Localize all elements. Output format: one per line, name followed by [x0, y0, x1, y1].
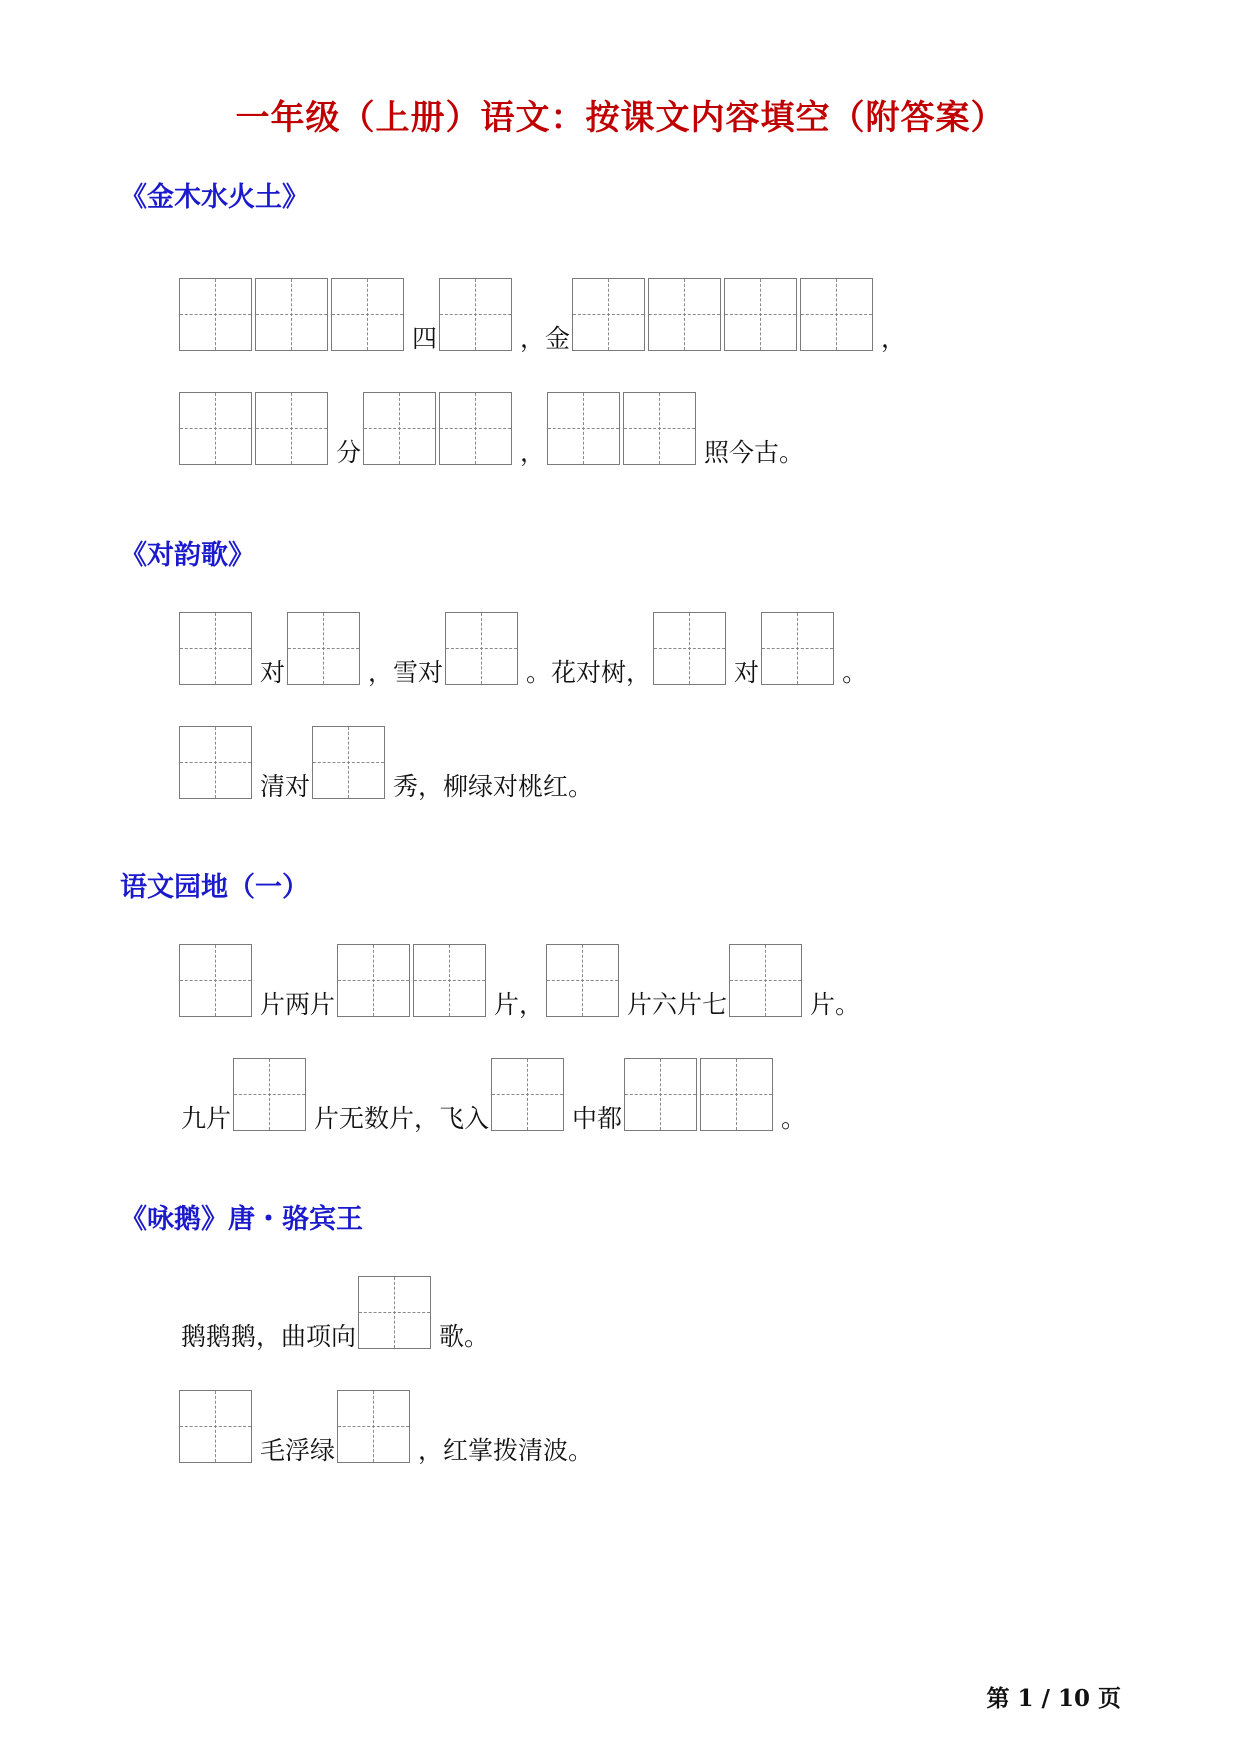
answer-box[interactable]: [255, 278, 328, 351]
line-text: 。花对树，: [526, 658, 652, 687]
fill-line: [179, 944, 862, 1017]
section-heading-yonge: 《咏鹅》唐・骆宾王: [120, 1204, 363, 1235]
page-title: 一年级（上册）语文：按课文内容填空（附答案）: [235, 98, 1006, 138]
answer-box[interactable]: [439, 278, 512, 351]
answer-box[interactable]: [331, 278, 404, 351]
page-label-suffix: 页: [1098, 1685, 1121, 1712]
answer-box[interactable]: [179, 612, 252, 685]
page-total: 10: [1057, 1685, 1090, 1712]
line-text: 片两片: [260, 990, 336, 1019]
answer-box[interactable]: [761, 612, 834, 685]
line-text: 清对: [260, 772, 311, 801]
fill-line: [179, 1058, 808, 1131]
line-text: 。: [781, 1104, 807, 1133]
line-text: 对: [734, 658, 760, 687]
answer-box[interactable]: [179, 278, 252, 351]
line-text: 毛浮绿: [260, 1436, 336, 1465]
answer-box[interactable]: [363, 392, 436, 465]
page-number: [987, 1680, 1122, 1713]
answer-box[interactable]: [623, 392, 696, 465]
line-text: 鹅鹅鹅，曲项向: [181, 1322, 357, 1351]
answer-box[interactable]: [700, 1058, 773, 1131]
line-text: 片六片七: [627, 990, 728, 1019]
line-text: 歌。: [439, 1322, 490, 1351]
answer-box[interactable]: [179, 1390, 252, 1463]
page-current: 1: [1017, 1685, 1034, 1712]
line-text: 片。: [810, 990, 861, 1019]
answer-box[interactable]: [337, 944, 410, 1017]
section-heading-yuwenyuandi: 语文园地（一）: [120, 872, 309, 903]
line-text: 秀，柳绿对桃红。: [393, 772, 594, 801]
line-text: ，红掌拨清波。: [418, 1436, 594, 1465]
line-text: 片无数片，飞入: [314, 1104, 490, 1133]
answer-box[interactable]: [413, 944, 486, 1017]
answer-box[interactable]: [179, 944, 252, 1017]
answer-box[interactable]: [729, 944, 802, 1017]
answer-box[interactable]: [547, 392, 620, 465]
section-heading-jinmushuihuotu: 《金木水火土》: [120, 182, 309, 213]
fill-line: [179, 1276, 491, 1349]
answer-box[interactable]: [572, 278, 645, 351]
line-text: 照今古。: [704, 438, 805, 467]
answer-box[interactable]: [624, 1058, 697, 1131]
fill-line: [179, 278, 908, 351]
section-heading-duiyunge: 《对韵歌》: [120, 540, 255, 571]
answer-box[interactable]: [312, 726, 385, 799]
answer-box[interactable]: [255, 392, 328, 465]
line-text: 片，: [494, 990, 545, 1019]
answer-box[interactable]: [179, 392, 252, 465]
answer-box[interactable]: [287, 612, 360, 685]
answer-box[interactable]: [800, 278, 873, 351]
line-text: 分: [336, 438, 362, 467]
fill-line: [179, 1390, 595, 1463]
answer-box[interactable]: [439, 392, 512, 465]
answer-box[interactable]: [653, 612, 726, 685]
page-label-prefix: 第: [986, 1685, 1010, 1712]
line-text: ，金: [520, 324, 571, 353]
answer-box[interactable]: [546, 944, 619, 1017]
line-text: ，: [881, 324, 907, 353]
answer-box[interactable]: [358, 1276, 431, 1349]
fill-line: [179, 612, 869, 685]
answer-box[interactable]: [233, 1058, 306, 1131]
fill-line: [179, 392, 806, 465]
line-text: ，: [520, 438, 546, 467]
answer-box[interactable]: [445, 612, 518, 685]
line-text: 九片: [181, 1104, 232, 1133]
line-text: ，雪对: [368, 658, 444, 687]
fill-line: [179, 726, 595, 799]
line-text: 。: [842, 658, 868, 687]
answer-box[interactable]: [648, 278, 721, 351]
answer-box[interactable]: [724, 278, 797, 351]
line-text: 对: [260, 658, 286, 687]
line-text: 中都: [572, 1104, 623, 1133]
answer-box[interactable]: [337, 1390, 410, 1463]
line-text: 四: [412, 324, 438, 353]
page-separator: /: [1041, 1685, 1050, 1712]
answer-box[interactable]: [491, 1058, 564, 1131]
answer-box[interactable]: [179, 726, 252, 799]
